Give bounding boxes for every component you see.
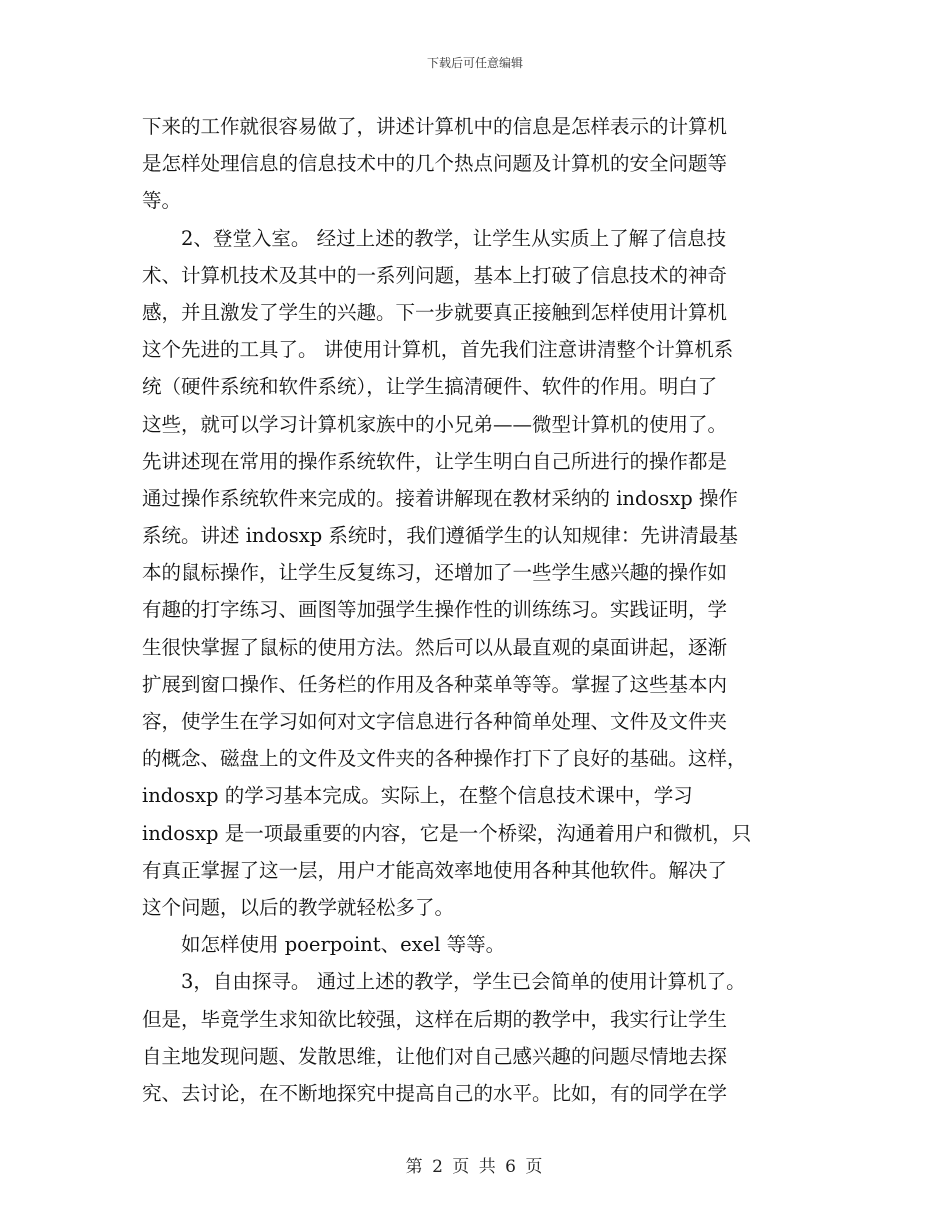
document-body bbox=[142, 108, 822, 1112]
text-line: 统（硬件系统和软件系统），让学生搞清硬件、软件的作用。明白了 bbox=[142, 375, 718, 399]
text-line: 是怎样处理信息的信息技术中的几个热点问题及计算机的安全问题等 bbox=[142, 152, 728, 176]
text-line: 通过操作系统软件来完成的。接着讲解现在教材采纳的 indosxp 操作 bbox=[142, 486, 738, 510]
text-line: 自主地发现问题、发散思维，让他们对自己感兴趣的问题尽情地去探 bbox=[142, 1044, 728, 1068]
text-line: 如怎样使用 poerpoint、exel 等等。 bbox=[142, 933, 506, 957]
text-line: 2、登堂入室。 经过上述的教学，让学生从实质上了解了信息技 bbox=[142, 226, 727, 250]
text-line: 3，自由探寻。 通过上述的教学，学生已会简单的使用计算机了。 bbox=[142, 970, 746, 994]
text-line: 感，并且激发了学生的兴趣。下一步就要真正接触到怎样使用计算机 bbox=[142, 300, 728, 324]
text-line: indosxp 是一项最重要的内容，它是一个桥梁，沟通着用户和微机，只 bbox=[142, 821, 752, 845]
text-line: 这个问题，以后的教学就轻松多了。 bbox=[142, 895, 455, 919]
text-line: 的概念、磁盘上的文件及文件夹的各种操作打下了良好的基础。这样， bbox=[142, 747, 747, 771]
text-line: 先讲述现在常用的操作系统软件，让学生明白自己所进行的操作都是 bbox=[142, 449, 728, 473]
text-line: 这些，就可以学习计算机家族中的小兄弟——微型计算机的使用了。 bbox=[142, 412, 728, 436]
text-line: 扩展到窗口操作、任务栏的作用及各种菜单等等。掌握了这些基本内 bbox=[142, 672, 728, 696]
page-header: 下载后可任意编辑 bbox=[426, 56, 523, 70]
text-line: 生很快掌握了鼠标的使用方法。然后可以从最直观的桌面讲起，逐渐 bbox=[142, 635, 728, 659]
text-line: indosxp 的学习基本完成。实际上，在整个信息技术课中，学习 bbox=[142, 784, 693, 808]
text-line: 有真正掌握了这一层，用户才能高效率地使用各种其他软件。解决了 bbox=[142, 858, 728, 882]
text-line: 等。 bbox=[142, 189, 182, 213]
text-line: 术、计算机技术及其中的一系列问题，基本上打破了信息技术的神奇 bbox=[142, 263, 728, 287]
text-line: 这个先进的工具了。 讲使用计算机，首先我们注意讲清整个计算机系 bbox=[142, 338, 734, 362]
page-number: 第 2 页 共 6 页 bbox=[405, 1157, 545, 1177]
text-line: 本的鼠标操作，让学生反复练习，还增加了一些学生感兴趣的操作如 bbox=[142, 561, 728, 585]
text-line: 容，使学生在学习如何对文字信息进行各种简单处理、文件及文件夹 bbox=[142, 710, 728, 733]
text-line: 下来的工作就很容易做了，讲述计算机中的信息是怎样表示的计算机 bbox=[142, 115, 728, 138]
text-line: 究、去讨论，在不断地探究中提高自己的水平。比如，有的同学在学 bbox=[142, 1081, 728, 1105]
text-line: 有趣的打字练习、画图等加强学生操作性的训练练习。实践证明，学 bbox=[142, 598, 728, 622]
text-line: 但是，毕竟学生求知欲比较强，这样在后期的教学中，我实行让学生 bbox=[142, 1007, 728, 1031]
text-line: 系统。讲述 indosxp 系统时，我们遵循学生的认知规律：先讲清最基 bbox=[142, 524, 738, 548]
